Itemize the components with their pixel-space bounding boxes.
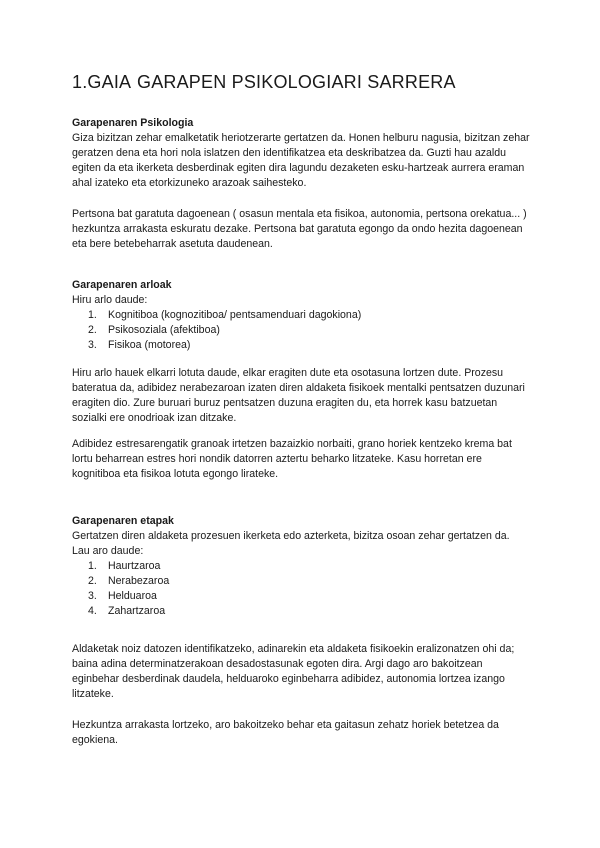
list-text: Psikosoziala (afektiboa) [108, 324, 220, 336]
section-garapenaren-arloak-p1 [72, 366, 532, 426]
list-item [72, 338, 532, 353]
section-garapenaren-etapak-p3 [72, 718, 532, 748]
list-number: 4. [88, 605, 97, 617]
list-number: 3. [88, 590, 97, 602]
section-garapenaren-etapak [72, 514, 532, 619]
list-text: Zahartzaroa [108, 605, 166, 617]
list-number: 1. [88, 560, 97, 572]
etapak-list [72, 559, 532, 619]
list-item [72, 604, 532, 619]
list-item [72, 308, 532, 323]
section-garapenaren-psikologia-p2 [72, 207, 532, 252]
section-garapenaren-etapak-p2 [72, 642, 532, 702]
section-heading: Garapenaren etapak [72, 515, 174, 527]
list-text: Fisikoa (motorea) [108, 339, 191, 351]
list-intro: Lau aro daude: [72, 545, 144, 557]
list-number: 2. [88, 324, 97, 336]
list-text: Kognitiboa (kognozitiboa/ pentsamenduari dagokiona) [108, 309, 362, 321]
section-garapenaren-arloak-p2 [72, 437, 532, 482]
list-number: 1. [88, 309, 97, 321]
list-item [72, 323, 532, 338]
section-garapenaren-psikologia [72, 116, 532, 191]
list-intro: Hiru arlo daude: [72, 294, 148, 306]
list-item [72, 589, 532, 604]
list-item [72, 559, 532, 574]
paragraph: Hiru arlo hauek elkarri lotuta daude, elkar eragiten dute eta osotasuna lortzen dute. Prozesu bateratua da, adibidez nerabezaroan izaten diren aldaketa fisikoek mentalki pentsatzen duzunari eragiten dio. Zure buruari buruz pentsatzen duzuna eragiten du, eta horrek kasu batzuetan sozialki ere onodrioak izan ditzake. [72, 367, 525, 424]
list-item [72, 574, 532, 589]
section-garapenaren-arloak [72, 278, 532, 353]
list-text: Nerabezaroa [108, 575, 170, 587]
section-heading: Garapenaren Psikologia [72, 117, 194, 129]
section-heading: Garapenaren arloak [72, 279, 172, 291]
list-text: Helduaroa [108, 590, 157, 602]
title-text: GARAPEN PSIKOLOGIARI SARRERA [137, 72, 456, 92]
title-number: 1.GAIA [72, 72, 132, 92]
paragraph: Gertatzen diren aldaketa prozesuen ikerketa edo azterketa, bizitza osoan zehar gertatzen da. [72, 530, 510, 542]
page-title [72, 72, 456, 93]
arloak-list [72, 308, 532, 353]
list-number: 3. [88, 339, 97, 351]
list-number: 2. [88, 575, 97, 587]
paragraph: Pertsona bat garatuta dagoenean ( osasun mentala eta fisikoa, autonomia, pertsona orekatua... ) hezkuntza arrakasta eskuratu dezake. Pertsona bat garatuta egongo da ondo hezita dagoenean eta bere betebeharrak asetuta daudenean. [72, 208, 527, 250]
paragraph: Hezkuntza arrakasta lortzeko, aro bakoitzeko behar eta gaitasun zehatz horiek betetzea da egokiena. [72, 719, 499, 746]
list-text: Haurtzaroa [108, 560, 161, 572]
paragraph: Giza bizitzan zehar emalketatik heriotzerarte gertatzen da. Honen helburu nagusia, bizitzan zehar geratzen dena eta hori nola islatzen den identifikatzea eta deskribatzea da. Guzti hau azaldu egiten da eta ikerketa desberdinak egiten dira lagundu dezaketen esku-hartzeak aurrera eraman ahal izateko eta etorkizuneko arazoak saihesteko. [72, 132, 530, 189]
paragraph: Aldaketak noiz datozen identifikatzeko, adinarekin eta aldaketa fisikoekin eralizonatzen ohi da; baina adina determinatzerakoan desadostasunak egoten dira. Argi dago aro bakoitzean eginbehar desberdinak daudela, helduaroko eginbeharra adibidez, autonomia lortzea izango litzateke. [72, 643, 515, 700]
paragraph: Adibidez estresarengatik granoak irtetzen bazaizkio norbaiti, grano horiek kentzeko krema bat lortu beharrean estres hori nondik datorren aztertu beharko litzateke. Kasu horretan ere kognitiboa eta fisikoa lotuta egongo lirateke. [72, 438, 512, 480]
